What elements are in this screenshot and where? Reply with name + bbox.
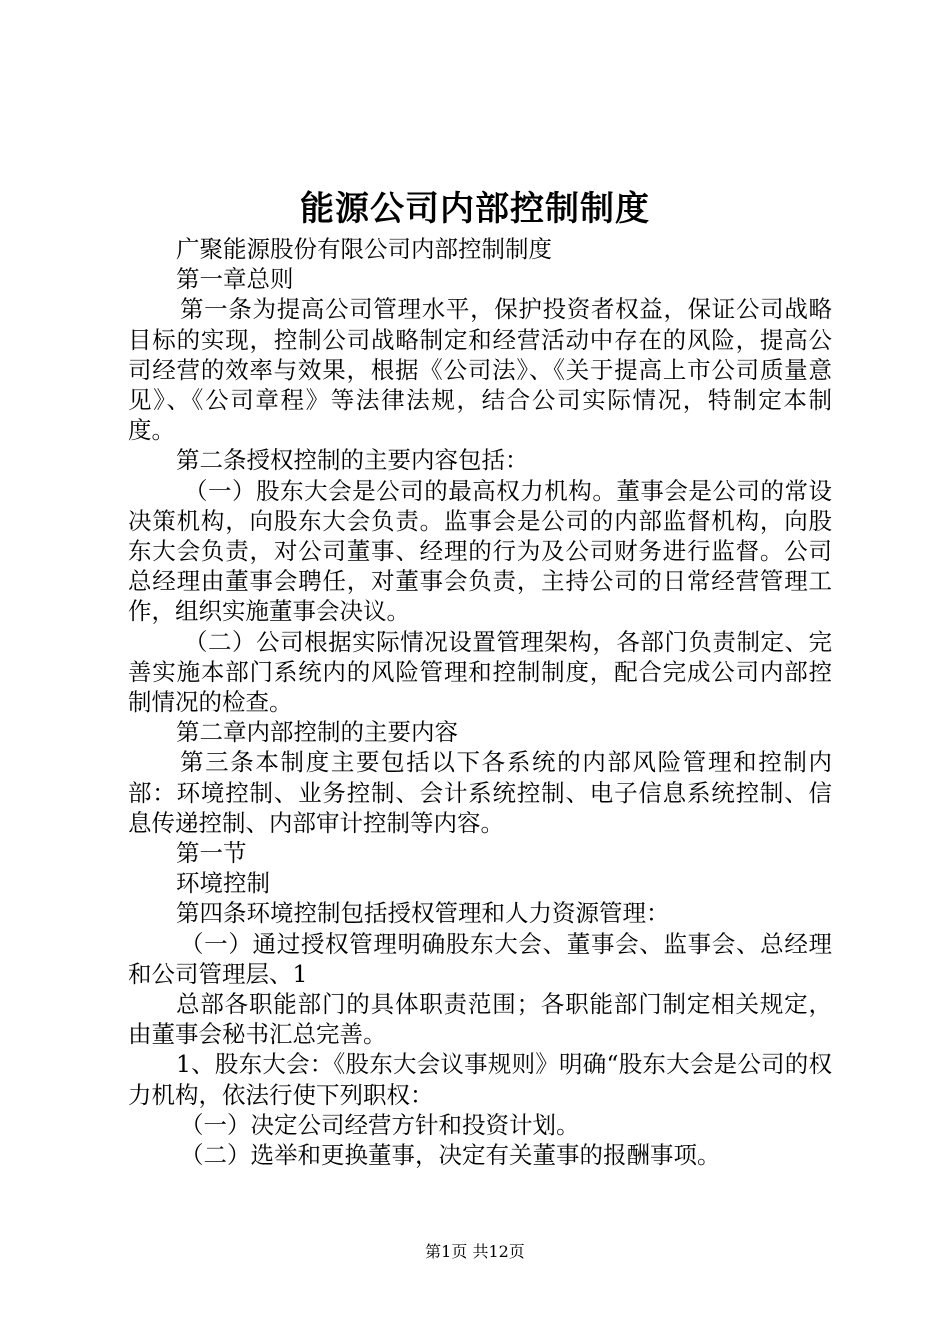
paragraph: 第三条本制度主要包括以下各系统的内部风险管理和控制内部：环境控制、业务控制、会计系统控制、电子信息系统控制、信息传递控制、内部审计控制等内容。 <box>128 748 832 837</box>
paragraph: （一）通过授权管理明确股东大会、董事会、监事会、总经理和公司管理层、1 <box>128 929 832 988</box>
paragraph: 总部各职能部门的具体职责范围；各职能部门制定相关规定，由董事会秘书汇总完善。 <box>128 990 832 1049</box>
paragraph: 1、股东大会：《股东大会议事规则》明确“股东大会是公司的权力机构，依法行使下列职权： <box>128 1050 832 1109</box>
section-heading: 第一节 <box>176 839 247 868</box>
paragraph: 第一条为提高公司管理水平，保护投资者权益，保证公司战略目标的实现，控制公司战略制定和经营活动中存在的风险，提高公司经营的效率与效果，根据《公司法》、《关于提高上市公司质量意见》、《公司章程》等法律法规，结合公司实际情况，特制定本制度。 <box>128 295 832 445</box>
paragraph: （二）公司根据实际情况设置管理架构，各部门负责制定、完善实施本部门系统内的风险管理和控制制度，配合完成公司内部控制情况的检查。 <box>128 627 832 717</box>
paragraph: 第二条授权控制的主要内容包括： <box>176 446 529 475</box>
paragraph: 第四条环境控制包括授权管理和人力资源管理： <box>176 899 670 928</box>
paragraph: （一）股东大会是公司的最高权力机构。董事会是公司的常设决策机构，向股东大会负责。监事会是公司的内部监督机构，向股东大会负责，对公司董事、经理的行为及公司财务进行监督。公司总经理由董事会聘任，对董事会负责，主持公司的日常经营管理工作，组织实施董事会决议。 <box>128 476 832 626</box>
paragraph: 广聚能源股份有限公司内部控制制度 <box>176 235 552 263</box>
paragraph: （二）选举和更换董事，决定有关董事的报酬事项。 <box>180 1141 721 1170</box>
section-heading: 环境控制 <box>176 869 270 898</box>
chapter-heading: 第二章内部控制的主要内容 <box>176 718 458 747</box>
paragraph: （一）决定公司经营方针和投资计划。 <box>180 1110 580 1139</box>
document-body <box>128 234 832 1170</box>
chapter-heading: 第一章总则 <box>176 265 294 294</box>
document-title: 能源公司内部控制制度 <box>300 189 650 229</box>
page-footer: 第1页 共12页 <box>425 1242 525 1261</box>
